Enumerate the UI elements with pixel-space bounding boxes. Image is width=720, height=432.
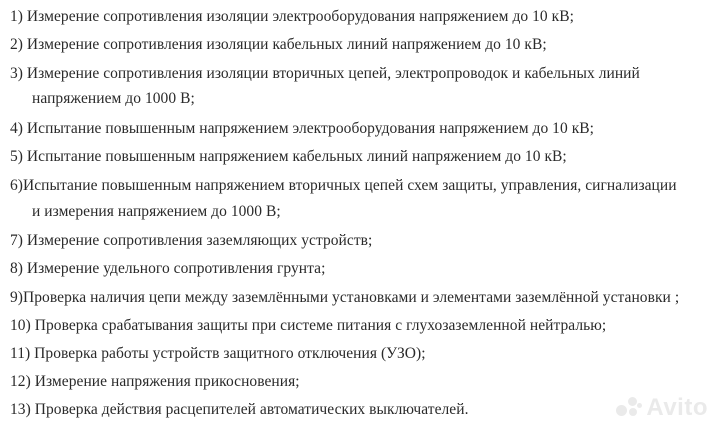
avito-watermark (616, 394, 708, 422)
list-item-3-continuation: напряжением до 1000 В; (32, 90, 195, 107)
list-item-12: 12) Измерение напряжения прикосновения; (10, 373, 300, 390)
list-item-10: 10) Проверка срабатывания защиты при системе питания с глухозаземленной нейтралью; (10, 317, 607, 334)
list-item-4: 4) Испытание повышенным напряжением электрооборудования напряжением до 10 кВ; (10, 120, 595, 137)
list-item-2: 2) Измерение сопротивления изоляции кабельных линий напряжением до 10 кВ; (10, 36, 547, 53)
list-item-13: 13) Проверка действия расцепителей автоматических выключателей. (10, 401, 469, 418)
list-item-6: 6)Испытание повышенным напряжением вторичных цепей схем защиты, управления, сигнализации (10, 177, 677, 194)
list-item-7: 7) Измерение сопротивления заземляющих устройств; (10, 232, 373, 249)
list-item-1: 1) Измерение сопротивления изоляции электрооборудования напряжением до 10 кВ; (10, 8, 574, 25)
list-item-9: 9)Проверка наличия цепи между заземлёнными установками и элементами заземлённой установки ; (10, 289, 680, 306)
list-item-3: 3) Измерение сопротивления изоляции вторичных цепей, электропроводок и кабельных линий (10, 65, 640, 82)
list-item-8: 8) Измерение удельного сопротивления грунта; (10, 260, 326, 277)
watermark-text: Avito (646, 394, 708, 421)
list-item-6-continuation: и измерения напряжением до 1000 В; (32, 203, 281, 220)
list-item-5: 5) Испытание повышенным напряжением кабельных линий напряжением до 10 кВ; (10, 148, 567, 165)
avito-logo-icon (616, 397, 642, 419)
list-item-11: 11) Проверка работы устройств защитного отключения (УЗО); (10, 345, 426, 362)
